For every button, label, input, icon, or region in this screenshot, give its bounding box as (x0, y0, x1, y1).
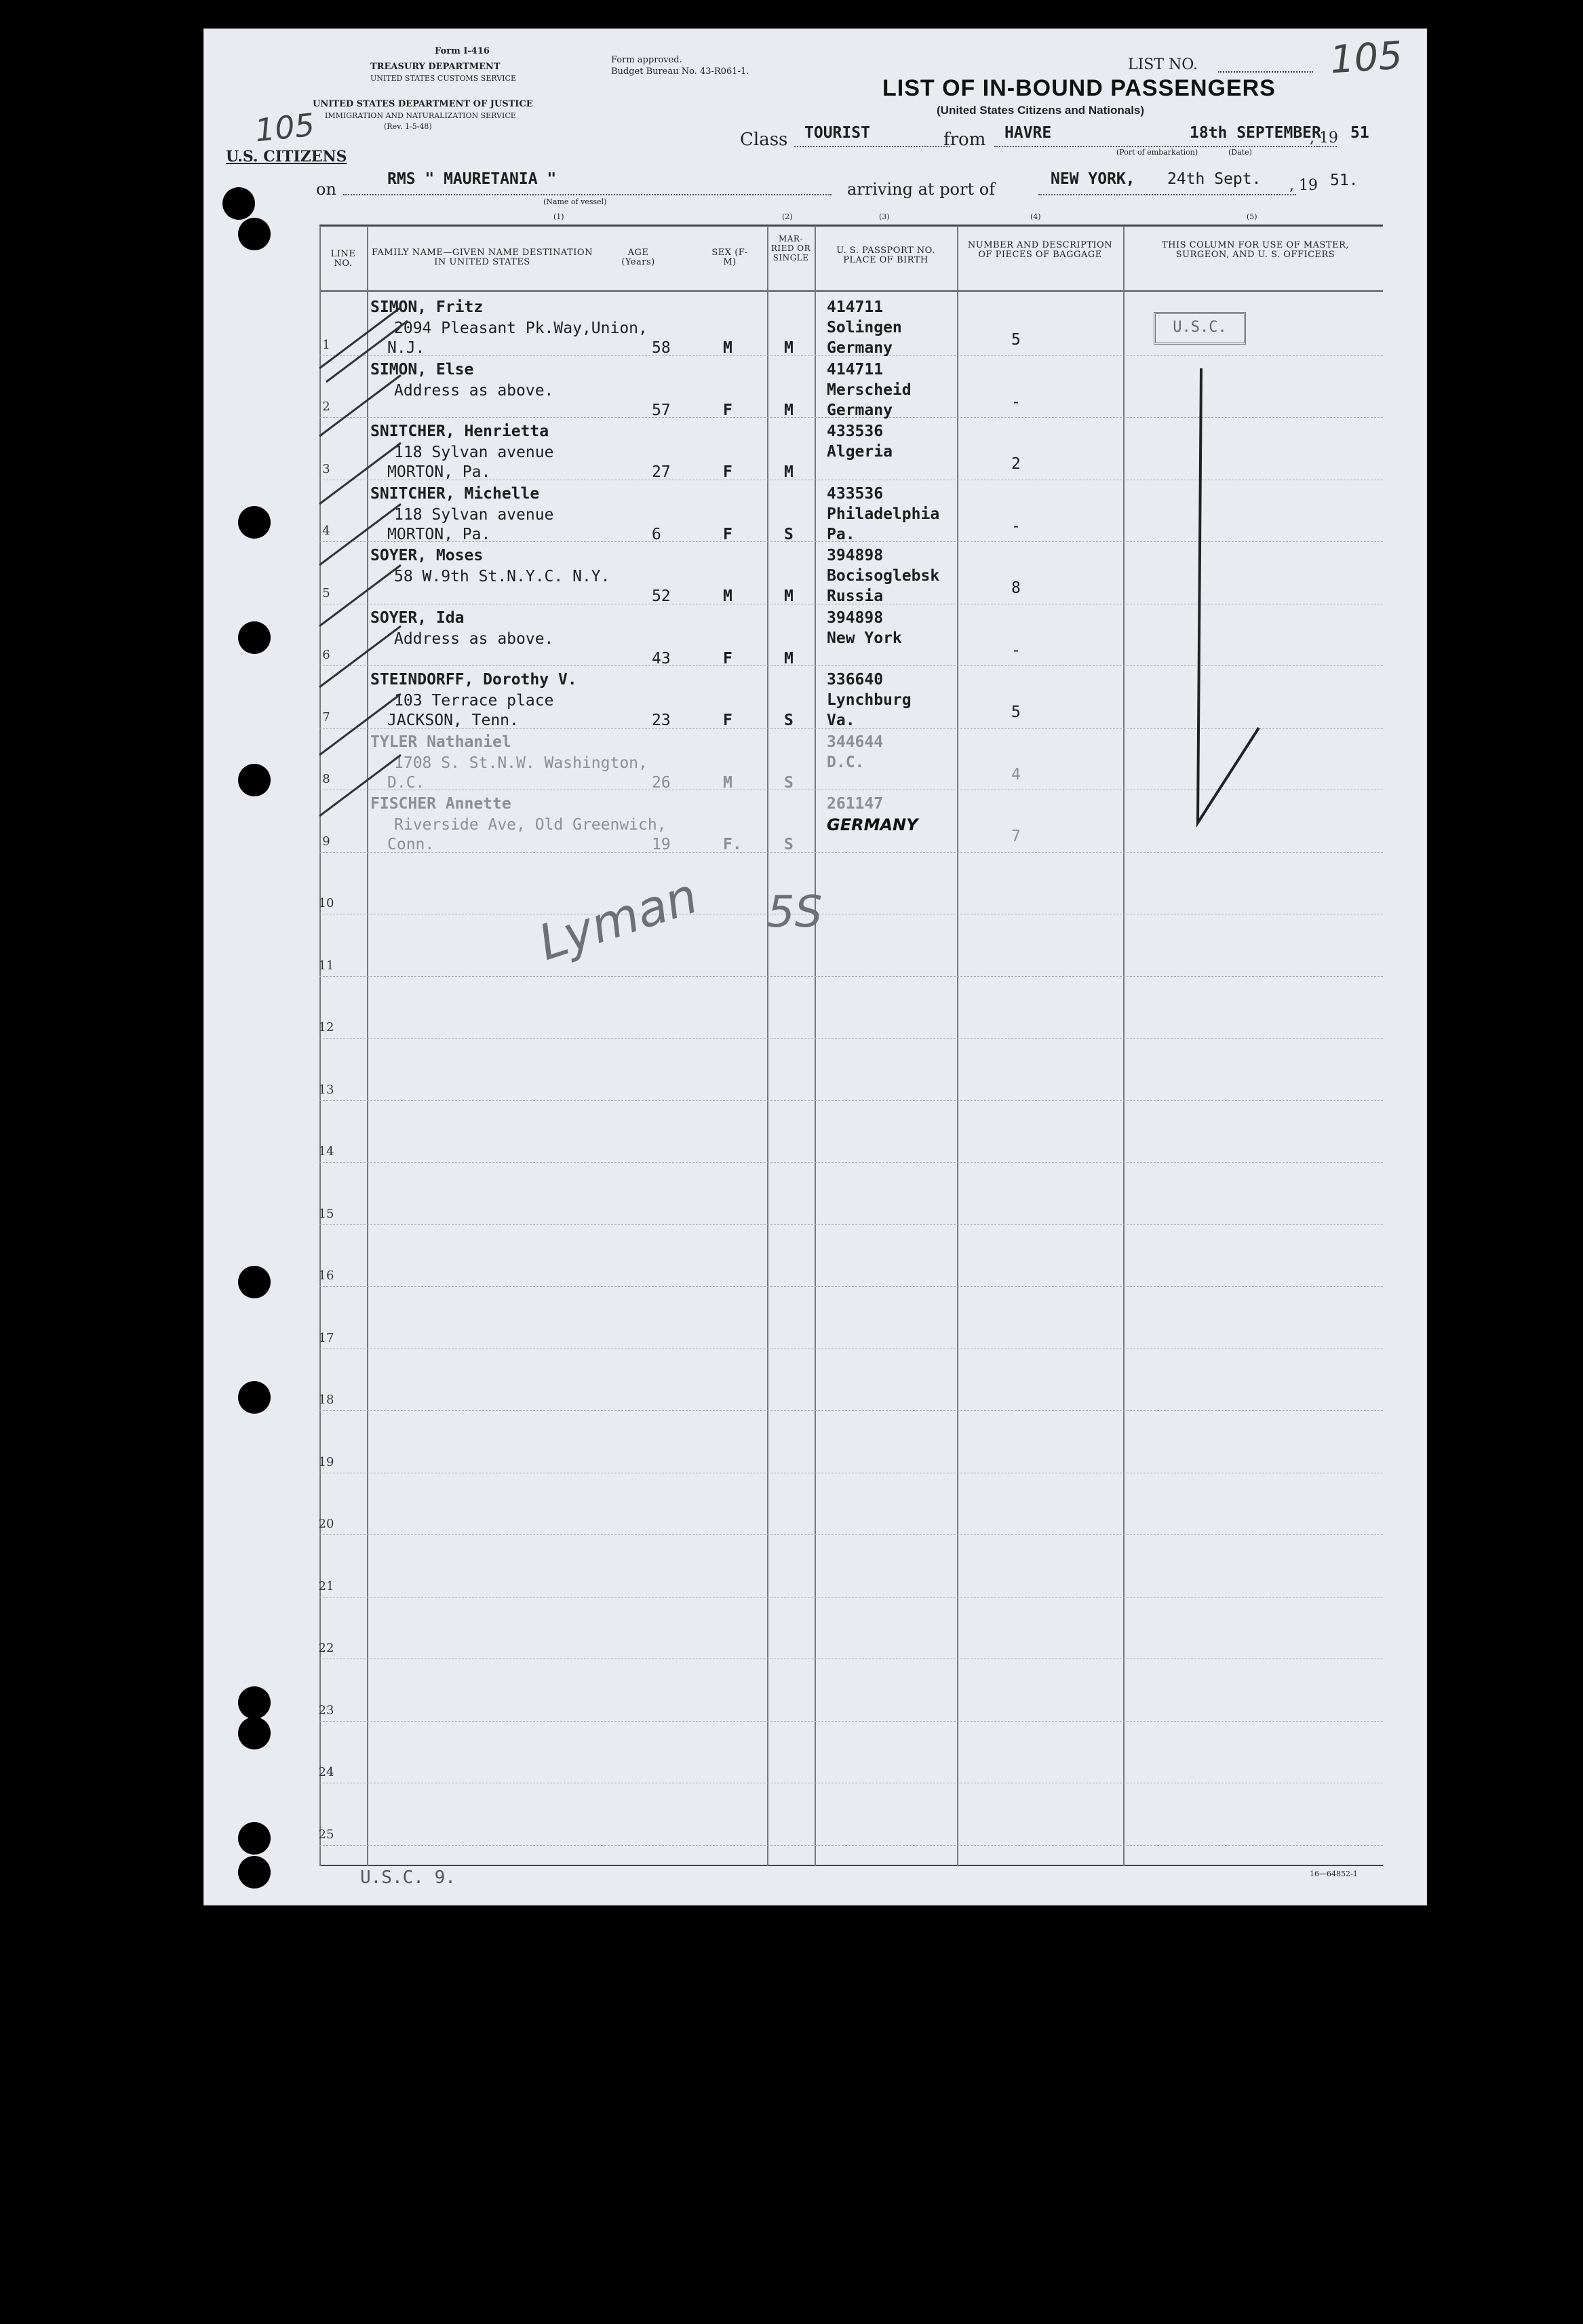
list-number-label: LIST NO. (1128, 56, 1198, 73)
entry-sex: M (723, 339, 732, 357)
date-year: 51 (1350, 124, 1369, 142)
entry-age: 27 (652, 463, 671, 481)
port-of-embarkation-label: (Port of embarkation) (1116, 148, 1198, 157)
immigration-service: IMMIGRATION AND NATURALIZATION SERVICE (325, 111, 516, 120)
customs-service: UNITED STATES CUSTOMS SERVICE (370, 74, 516, 83)
entry-name: STEINDORFF, Dorothy V. (370, 671, 577, 689)
entry-age: 19 (652, 836, 671, 853)
us-citizens-label: U.S. CITIZENS (226, 148, 347, 166)
table-row (319, 1224, 1383, 1225)
date-value: 18th SEPTEMBER (1190, 124, 1321, 142)
line-number: 13 (318, 1082, 334, 1097)
entry-name: SOYER, Ida (370, 608, 465, 627)
entry-baggage: 2 (1011, 455, 1021, 473)
entry-birthplace: D.C. (827, 753, 865, 771)
entry-address: 118 Sylvan avenue (394, 505, 554, 524)
entry-passport: 414711 (827, 360, 884, 379)
arriving-year: 51. (1330, 172, 1359, 189)
officer-check-mark (1181, 348, 1283, 891)
entry-address: 2094 Pleasant Pk.Way,Union, (394, 319, 648, 337)
binder-hole (238, 764, 271, 796)
header-passport: U. S. PASSPORT NO. PLACE OF BIRTH (836, 246, 935, 265)
table-row (319, 1534, 1383, 1535)
entry-marital: S (784, 836, 794, 853)
line-number: 8 (322, 772, 330, 786)
footer-form-code: U.S.C. 9. (360, 1867, 456, 1888)
header-married: MAR-RIED OR SINGLE (770, 234, 811, 263)
entry-name: SNITCHER, Michelle (370, 484, 540, 503)
entry-address: MORTON, Pa. (387, 525, 491, 543)
line-number: 14 (318, 1144, 334, 1159)
column-number-2: (2) (782, 212, 793, 221)
entry-age: 43 (652, 649, 671, 667)
entry-sex: F (723, 649, 732, 667)
entry-marital: S (784, 712, 794, 729)
entry-birthplace: Russia (827, 587, 884, 605)
entry-passport: 261147 (827, 795, 884, 813)
entry-sex: M (723, 587, 732, 605)
binder-hole (238, 1822, 271, 1855)
line-number: 4 (322, 524, 330, 538)
budget-bureau: Budget Bureau No. 43-R061-1. (611, 66, 749, 77)
entry-passport: 414711 (827, 298, 884, 316)
entry-birthplace: Algeria (827, 443, 893, 461)
line-number: 19 (318, 1454, 334, 1469)
justice-department: UNITED STATES DEPARTMENT OF JUSTICE (313, 99, 533, 109)
list-number-handwritten: 105 (1328, 33, 1405, 83)
entry-birthplace: Va. (827, 712, 855, 729)
binder-hole (222, 187, 255, 220)
line-number: 12 (318, 1020, 334, 1034)
table-row (319, 976, 1383, 977)
pencil-mark: 5S (767, 887, 823, 937)
entry-birthplace: Solingen (827, 319, 902, 336)
officer-stamp-text: U.S.C. (1173, 319, 1227, 336)
table-row (319, 1038, 1383, 1039)
entry-baggage: - (1011, 393, 1021, 411)
column-number-1: (1) (553, 212, 564, 221)
entry-baggage: - (1011, 641, 1021, 659)
divider-married (815, 226, 816, 1866)
passenger-manifest-page (203, 28, 1427, 1905)
entry-birthplace: Germany (827, 401, 893, 419)
line-number: 3 (322, 461, 330, 476)
entry-address: 1708 S. St.N.W. Washington, (394, 754, 648, 772)
column-number-5: (5) (1247, 212, 1257, 221)
line-number: 17 (318, 1330, 334, 1345)
class-label: Class (740, 130, 788, 150)
entry-baggage: 7 (1011, 828, 1021, 845)
table-top-border (319, 225, 1383, 227)
entry-address: 118 Sylvan avenue (394, 444, 554, 461)
entry-marital: M (784, 649, 794, 667)
entry-sex: F (723, 525, 732, 543)
entry-address: Address as above. (394, 381, 554, 400)
line-number: 21 (318, 1579, 334, 1593)
entry-passport: 344644 (827, 733, 884, 751)
from-label: from (943, 130, 986, 150)
class-line (794, 146, 950, 147)
table-row (319, 1721, 1383, 1722)
pencil-signature: Lyman (531, 866, 705, 972)
table-row (319, 1162, 1383, 1163)
entry-name: TYLER Nathaniel (370, 733, 511, 751)
entry-birthplace: Germany (827, 339, 893, 357)
line-number: 1 (322, 337, 330, 352)
line-number: 5 (322, 585, 330, 600)
entry-sex: M (723, 773, 732, 792)
binder-hole (238, 1717, 271, 1749)
entry-age: 23 (652, 712, 671, 729)
binder-hole (238, 218, 271, 250)
from-value: HAVRE (1004, 124, 1052, 142)
binder-hole (238, 1856, 271, 1889)
entry-age: 58 (652, 339, 671, 357)
column-number-4: (4) (1030, 212, 1041, 221)
vessel-label: (Name of vessel) (543, 197, 607, 206)
entry-passport: 394898 (827, 547, 884, 564)
line-number: 20 (318, 1517, 334, 1531)
line-number: 10 (318, 896, 334, 910)
class-value: TOURIST (804, 124, 870, 142)
entry-strike-marks (306, 287, 509, 843)
revision: (Rev. 1-5-48) (384, 122, 432, 131)
vessel-line (343, 194, 832, 195)
entry-marital: M (784, 463, 794, 481)
page-title: LIST OF IN-BOUND PASSENGERS (882, 75, 1276, 101)
entry-address: 103 Terrace place (394, 692, 554, 710)
arriving-port: NEW YORK, (1051, 170, 1135, 188)
line-number: 7 (322, 710, 330, 724)
entry-baggage: 5 (1011, 331, 1021, 349)
entry-passport: 336640 (827, 671, 884, 689)
line-number: 15 (318, 1206, 334, 1221)
entry-baggage: - (1011, 517, 1021, 535)
entry-baggage: 5 (1011, 703, 1021, 721)
entry-address: Riverside Ave, Old Greenwich, (394, 816, 667, 834)
entry-age: 6 (652, 525, 661, 543)
entry-birthplace: Philadelphia (827, 505, 940, 523)
header-line-no: LINE NO. (330, 249, 356, 269)
binder-hole (238, 1381, 271, 1414)
margin-handwritten-number: 105 (253, 106, 317, 149)
line-number: 25 (318, 1827, 334, 1842)
line-number: 18 (318, 1393, 334, 1407)
entry-name: SIMON, Else (370, 360, 474, 379)
arriving-line (1038, 194, 1296, 195)
entry-age: 52 (652, 587, 671, 605)
arriving-year-prefix: , 19 (1289, 177, 1318, 194)
table-row (319, 1100, 1383, 1101)
header-name: FAMILY NAME—GIVEN NAME DESTINATION IN UNITED STATES (372, 248, 593, 267)
date-label: (Date) (1228, 148, 1252, 157)
entry-name: SNITCHER, Henrietta (370, 423, 549, 440)
entry-address: JACKSON, Tenn. (387, 712, 519, 729)
arriving-label: arriving at port of (847, 180, 996, 199)
entry-passport: 433536 (827, 423, 884, 440)
list-number-line (1218, 71, 1313, 73)
entry-sex: F (723, 463, 732, 481)
entry-marital: M (784, 339, 794, 357)
line-number: 23 (318, 1703, 334, 1718)
form-number: Form I-416 (435, 46, 490, 56)
entry-name: FISCHER Annette (370, 795, 511, 813)
line-number: 16 (318, 1268, 334, 1283)
page-subtitle: (United States Citizens and Nationals) (937, 104, 1145, 117)
table-row (319, 1286, 1383, 1287)
entry-name: SIMON, Fritz (370, 298, 484, 316)
line-number: 2 (322, 400, 330, 414)
entry-sex: F (723, 401, 732, 419)
line-number: 6 (322, 648, 330, 662)
entry-address: D.C. (387, 773, 425, 792)
entry-address: N.J. (387, 339, 425, 357)
line-number: 22 (318, 1641, 334, 1655)
entry-marital: S (784, 773, 794, 792)
entry-birthplace: GERMANY (827, 815, 918, 834)
entry-address: 58 W.9th St.N.Y.C. N.Y. (394, 568, 610, 585)
line-number: 11 (318, 958, 334, 973)
date-year-prefix: , 19 (1310, 130, 1338, 147)
entry-name: SOYER, Moses (370, 547, 484, 564)
entry-marital: M (784, 401, 794, 419)
entry-sex: F. (723, 836, 742, 853)
entry-birthplace: Bocisoglebsk (827, 567, 940, 585)
header-sex: SEX (F-M) (711, 248, 748, 267)
divider-name (767, 226, 768, 1866)
line-number: 9 (322, 834, 330, 849)
entry-birthplace: Pa. (827, 525, 855, 543)
entry-birthplace: Merscheid (827, 381, 912, 399)
table-bottom-border (319, 1865, 1383, 1866)
entry-baggage: 8 (1011, 579, 1021, 597)
binder-hole (238, 506, 271, 539)
entry-address: Address as above. (394, 630, 554, 648)
footer-print-code: 16—64852-1 (1310, 1870, 1358, 1878)
entry-sex: F (723, 712, 732, 729)
entry-passport: 433536 (827, 484, 884, 503)
entry-age: 57 (652, 401, 671, 419)
form-approved: Form approved. (611, 55, 682, 65)
header-age: AGE (Years) (621, 248, 655, 267)
entry-address: Conn. (387, 836, 435, 853)
entry-marital: S (784, 525, 794, 543)
divider-baggage (1123, 226, 1125, 1866)
entry-baggage: 4 (1011, 765, 1021, 783)
binder-hole (238, 1266, 271, 1298)
on-label: on (316, 180, 336, 199)
treasury-department: TREASURY DEPARTMENT (370, 62, 501, 72)
header-officers: THIS COLUMN FOR USE OF MASTER, SURGEON, AND U. S. OFFICERS (1161, 240, 1350, 260)
column-number-3: (3) (879, 212, 890, 221)
officer-stamp (1154, 312, 1246, 345)
entry-age: 26 (652, 773, 671, 792)
table-row (319, 1410, 1383, 1411)
entry-birthplace: New York (827, 629, 902, 647)
binder-hole (238, 621, 271, 654)
entry-passport: 394898 (827, 608, 884, 627)
divider-passport (957, 226, 958, 1866)
binder-hole (238, 1686, 271, 1719)
table-row (319, 1845, 1383, 1846)
arriving-date: 24th Sept. (1167, 170, 1262, 188)
entry-birthplace: Lynchburg (827, 691, 912, 709)
entry-marital: M (784, 587, 794, 605)
vessel-value: RMS " MAURETANIA " (387, 170, 557, 188)
line-number: 24 (318, 1765, 334, 1779)
header-baggage: NUMBER AND DESCRIPTION OF PIECES OF BAGGAGE (967, 240, 1113, 260)
entry-address: MORTON, Pa. (387, 463, 491, 481)
